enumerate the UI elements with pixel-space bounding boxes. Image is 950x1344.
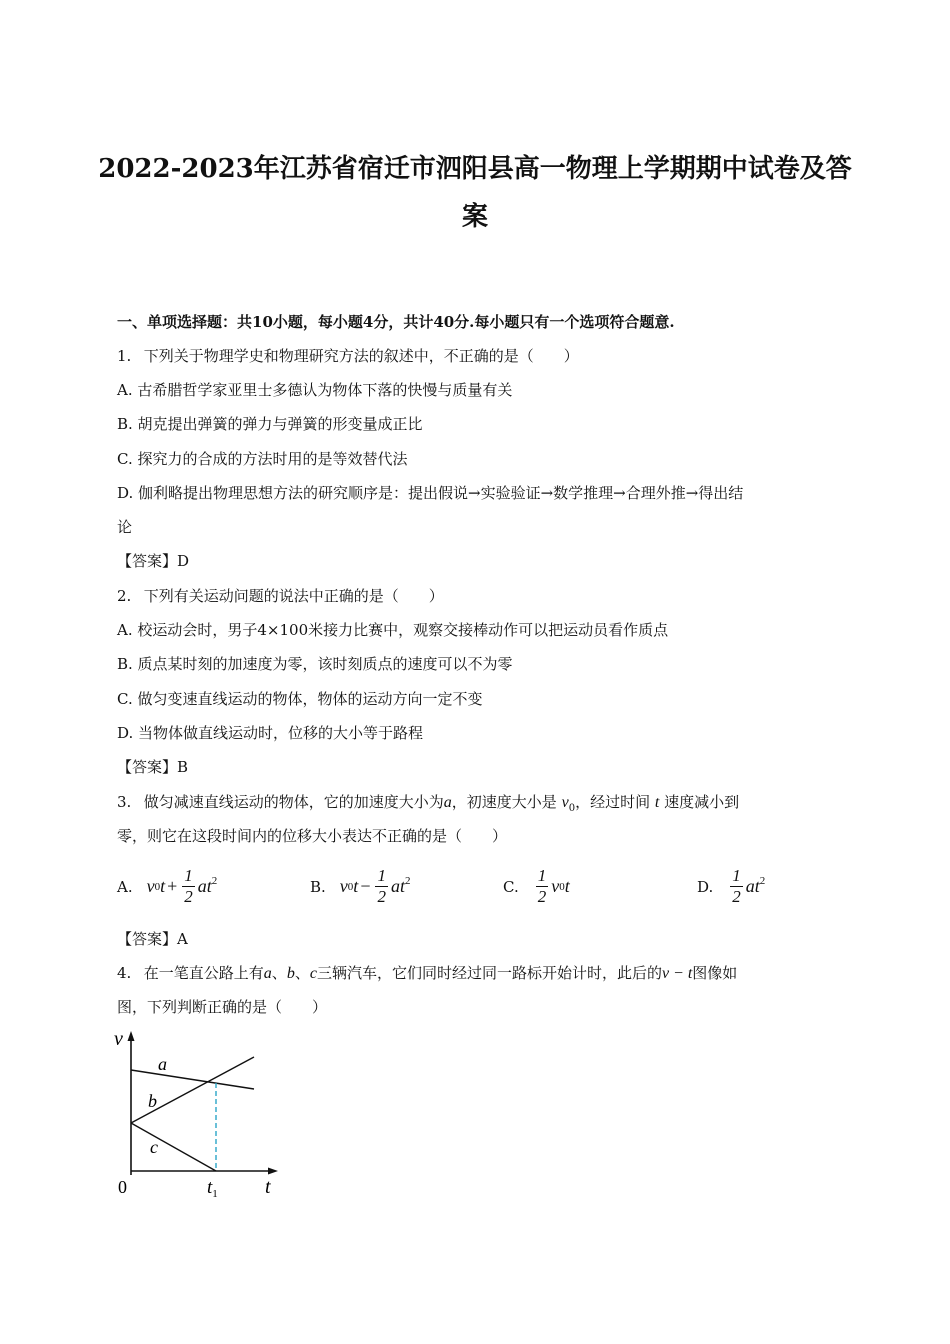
q3-b-fraction: $\frac{1}{2}$ [377,866,386,906]
q1-option-d-continued: 论 [117,518,133,536]
q3-var-a: a [443,794,452,811]
q2-answer: 【答案】B [117,758,189,776]
q2-text: 下列有关运动问题的说法中正确的是（ ） [143,587,444,605]
line-c-label: c [150,1137,158,1157]
origin-label: 0 [118,1177,127,1197]
q3-text-c: ，经过时间 [575,793,651,811]
q4-var-c: c [309,965,317,982]
q2-option-b: B. 质点某时刻的加速度为零，该时刻质点的速度可以不为零 [117,655,513,673]
t1-label: $t_1$ [207,1177,218,1200]
q1-answer: 【答案】D [117,552,190,570]
q4-stem [117,962,737,983]
q3-stem-line2: 零，则它在这段时间内的位移大小表达不正确的是（ ） [117,827,508,845]
q2-number: 2. [117,587,132,605]
y-axis-arrow [128,1031,135,1041]
q3-c-fraction: $\frac{1}{2}$ [537,866,547,906]
q4-var-b: b [286,965,295,982]
q4-vt: v − t [661,965,693,982]
page-title [90,145,860,241]
q4-stem-line2: 图，下列判断正确的是（ ） [117,998,328,1016]
line-b [131,1057,254,1123]
q2-stem [117,585,444,606]
q3-option-a-formula: v 0 t + $\frac{1}{2}$ a t $^2$ [146,866,218,906]
q3-option-b [310,866,410,907]
q3-option-a-label: A. [117,877,133,896]
q3-var-t: t [654,794,660,811]
q2-option-c: C. 做匀变速直线运动的物体，物体的运动方向一定不变 [117,690,483,708]
q4-text-c: 图像如 [692,964,738,982]
q1-text: 下列关于物理学史和物理研究方法的叙述中，不正确的是（ ） [143,347,579,365]
q1-option-d: D. 伽利略提出物理思想方法的研究顺序是：提出假说→实验验证→数学推理→合理外推→得出结 [117,484,744,502]
section-heading: 一、单项选择题：共10小题，每小题4分，共计40分.每小题只有一个选项符合题意. [117,313,675,331]
line-b-label: b [148,1091,157,1111]
line-a-label: a [158,1054,167,1074]
q3-option-b-formula: v 0 t − $\frac{1}{2}$ a t $^2$ [339,866,411,906]
q4-sep-1: 、 [271,964,287,982]
q3-text-a: 做匀减速直线运动的物体，它的加速度大小为 [143,793,444,811]
vt-graph [108,1025,293,1200]
x-axis-label: t [265,1176,271,1198]
q3-text-d: 速度减小到 [664,793,740,811]
q1-number: 1. [117,347,132,365]
q1-option-c: C. 探究力的合成的方法时用的是等效替代法 [117,450,408,468]
q3-option-c-formula: $\frac{1}{2}$ v 0 t [537,866,570,906]
q3-var-v: v [561,794,569,811]
q3-a-fraction: $\frac{1}{2}$ [184,866,193,906]
q3-option-b-label: B. [310,877,326,896]
q3-option-c [503,866,570,907]
q3-option-d-formula: $\frac{1}{2}$ a t $^2$ [732,866,766,906]
q4-sep-2: 、 [294,964,310,982]
q2-option-d: D. 当物体做直线运动时，位移的大小等于路程 [117,724,424,742]
title-line-1: 2022-2023年江苏省宿迁市泗阳县高一物理上学期期中试卷及答 [98,154,852,184]
q3-option-d-label: D. [697,877,714,896]
title-line-2: 案 [461,202,488,232]
q3-answer: 【答案】A [117,930,188,948]
x-axis-arrow [268,1168,278,1175]
line-c [131,1123,216,1171]
q3-option-a [117,866,217,907]
q3-number: 3. [117,793,132,811]
q1-option-b: B. 胡克提出弹簧的弹力与弹簧的形变量成正比 [117,415,423,433]
q1-option-a: A. 古希腊哲学家亚里士多德认为物体下落的快慢与质量有关 [117,381,513,399]
q4-var-a: a [263,965,272,982]
q3-text-b: ，初速度大小是 [451,793,557,811]
q3-option-d [697,866,765,907]
y-axis-label: v [114,1028,123,1050]
q2-option-a: A. 校运动会时，男子4×100米接力比赛中，观察交接棒动作可以把运动员看作质点 [117,621,669,639]
q1-stem [117,345,579,366]
q3-option-c-label: C. [503,877,519,896]
q3-d-fraction: $\frac{1}{2}$ [732,866,741,906]
q4-text-a: 在一笔直公路上有 [143,964,264,982]
q3-stem [117,791,739,814]
q3-sub-0: 0 [568,803,576,814]
line-a [131,1070,254,1089]
q4-number: 4. [117,964,132,982]
q4-text-b: 三辆汽车，它们同时经过同一路标开始计时，此后的 [316,964,662,982]
